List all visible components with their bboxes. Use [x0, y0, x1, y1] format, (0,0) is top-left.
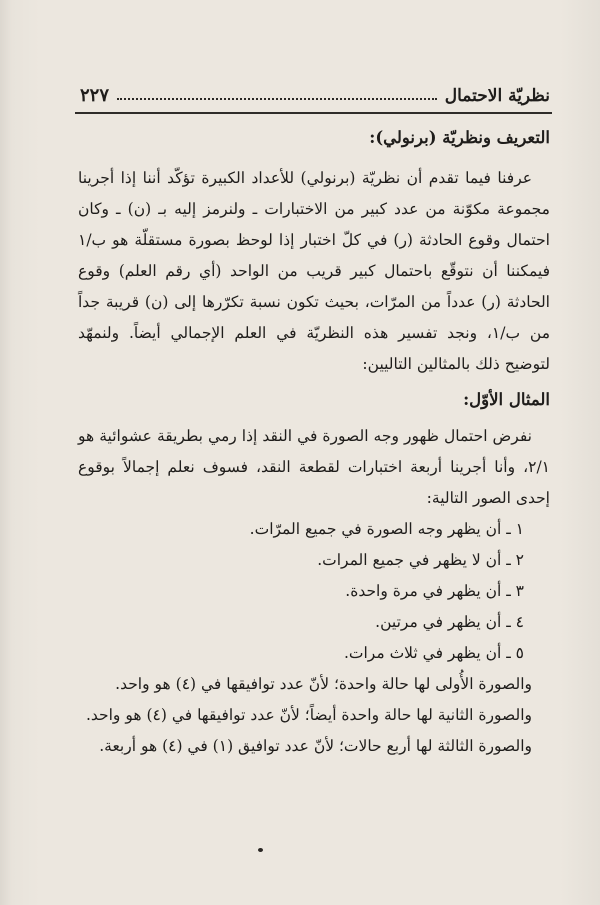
paragraph-first-case: والصورة الأُولى لها حالة واحدة؛ لأنّ عدد توافيقها في (٤) هو واحد. — [115, 675, 532, 693]
header-rule — [75, 112, 552, 114]
list-item: ٣ ـ أن يظهر في مرة واحدة. — [345, 582, 524, 600]
paragraph-coin-example: نفرض احتمال ظهور وجه الصورة في النقد إذا رمي بطريقة عشوائية هو ٢/١، وأنا أجرينا أربعة اختبارات لقطعة النقد، فسوف نعلم إجمالاً بوقوع إحدى الصور التالية: — [78, 427, 550, 507]
page-number: ٢٢٧ — [80, 85, 110, 106]
page-header — [80, 72, 550, 106]
dotted-leader — [117, 98, 437, 100]
page-body — [78, 122, 550, 762]
page-mark — [258, 848, 263, 852]
paragraph-bernoulli: عرفنا فيما تقدم أن نظريّة (برنولي) للأعداد الكبيرة تؤكّد أننا إذا أجرينا مجموعة مكوّنة من عدد كبير من الاختبارات ـ ولنرمز إليه بـ (ن) ـ وكان احتمال وقوع الحادثة (ر) في كلّ اختبار إذا لوحظ بصورة مستقلّة هو ب/١ فيمكننا أن نتوقّع باحتمال كبير قريب من الواحد (أي رقم العلم) وقوع الحادثة (ر) عدداً من المرّات، بحيث تكون نسبة تكرّرها إلى (ن) قريبة جداً من ب/١، ونجد تفسير هذه النظريّة في العلم الإجمالي أيضاً. ولنمهّد لتوضيح ذلك بالمثالين التاليين: — [78, 169, 551, 373]
list-item: ١ ـ أن يظهر وجه الصورة في جميع المرّات. — [249, 520, 524, 538]
list-item: ٤ ـ أن يظهر في مرتين. — [375, 613, 524, 631]
list-item: ٥ ـ أن يظهر في ثلاث مرات. — [343, 644, 524, 662]
paragraph-second-case: والصورة الثانية لها حالة واحدة أيضاً؛ لأنّ عدد توافيقها في (٤) هو واحد. — [85, 706, 532, 724]
paragraph-third-case: والصورة الثالثة لها أربع حالات؛ لأنّ عدد توافيق (١) في (٤) هو أربعة. — [99, 737, 532, 755]
section-heading: التعريف ونظريّة (برنولي): — [369, 128, 550, 147]
example-heading: المثال الأوّل: — [463, 390, 550, 409]
list-item: ٢ ـ أن لا يظهر في جميع المرات. — [317, 551, 524, 569]
running-title: نظريّة الاحتمال — [444, 86, 550, 106]
